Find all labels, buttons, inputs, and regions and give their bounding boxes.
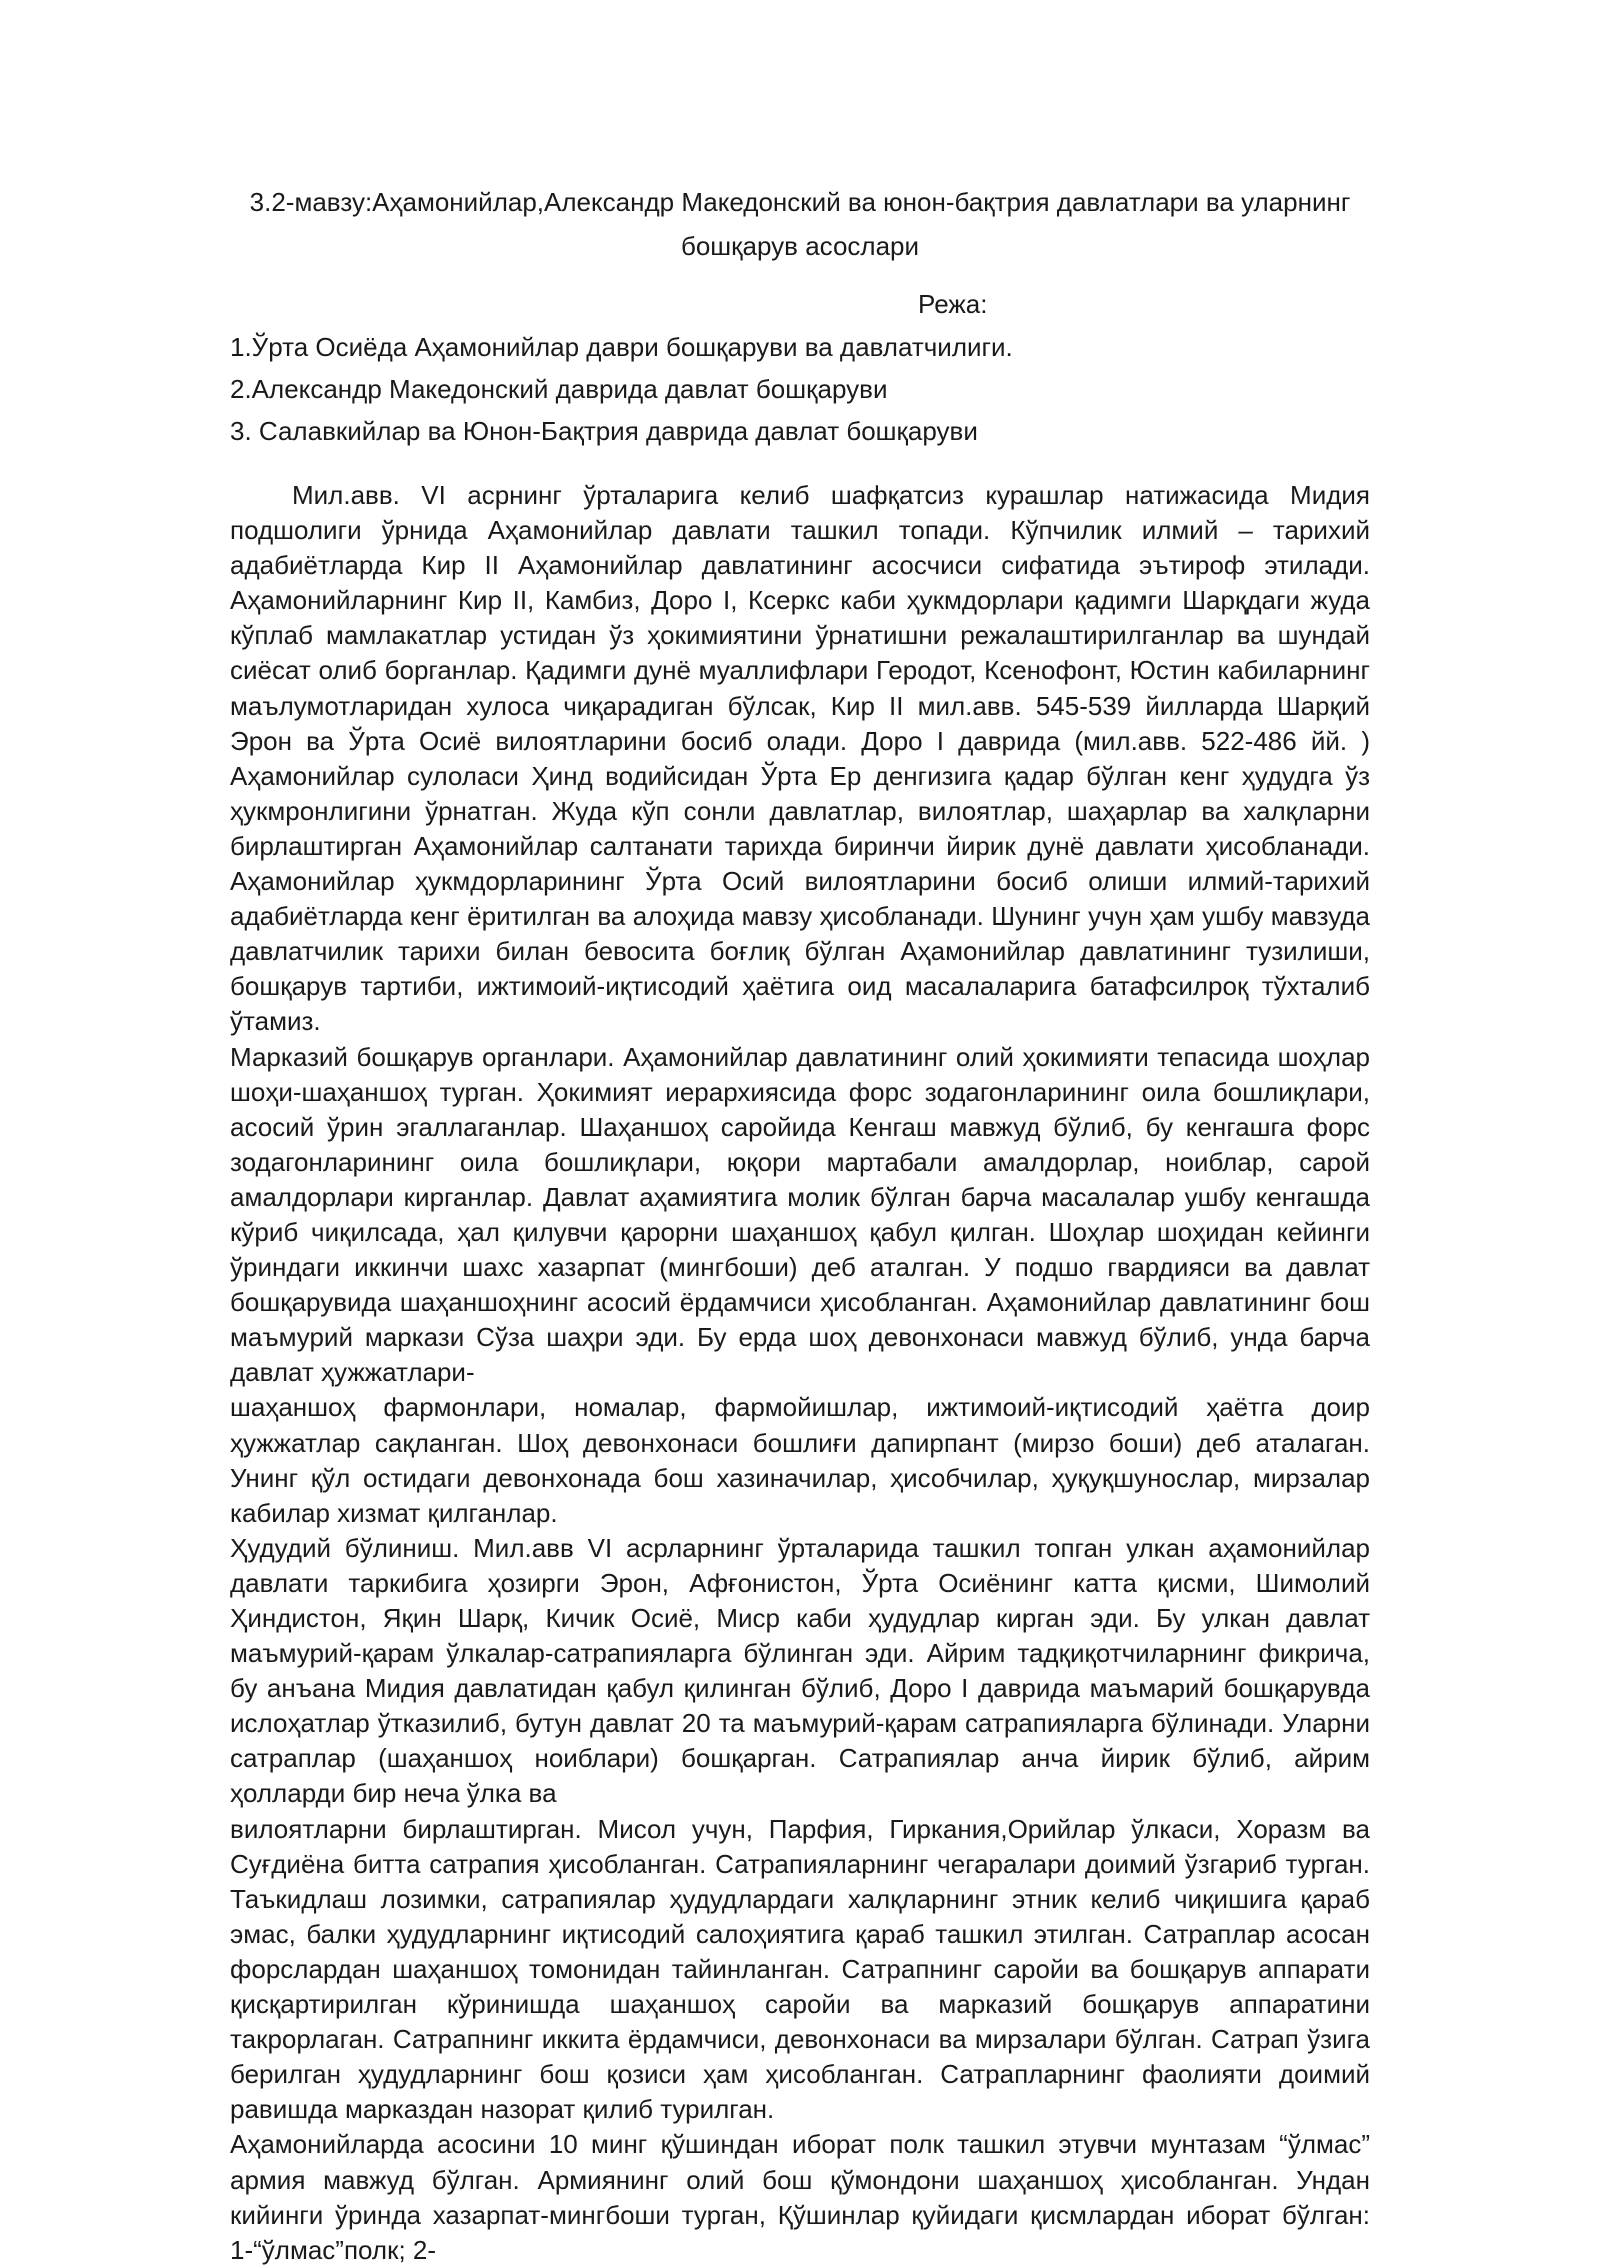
- body-paragraph: шаҳаншоҳ фармонлари, номалар, фармойишлар, ижтимоий-иқтисодий ҳаётга доир ҳужжатлар сақланган. Шоҳ девонхонаси бошлиғи дапирпант (мирзо боши) деб аталаган. Унинг қўл остидаги девонхонада бош хазиначилар, ҳисобчилар, ҳуқуқшунослар, мирзалар кабилар хизмат қилганлар.: [230, 1392, 1370, 1528]
- plan-item: 1.Ўрта Осиёда Аҳамонийлар даври бошқаруви ва давлатчилиги.: [230, 332, 1013, 362]
- body-paragraph: вилоятларни бирлаштирган. Мисол учун, Парфия, Гиркания,Орийлар ўлкаси, Хоразм ва Суғдиёна битта сатрапия ҳисобланган. Сатрапияларнинг чегаралари доимий ўзгариб турган. Таъкидлаш лозимки, сатрапиялар ҳудудлардаги халқларнинг этник келиб чиқишига қараб эмас, балки ҳудудларнинг иқтисодий салоҳиятига қараб ташкил этилган. Сатраплар асосан форслардан шаҳаншоҳ томонидан тайинланган. Сатрапнинг саройи ва бошқарув аппарати қисқартирилган кўринишда шаҳаншоҳ саройи ва марказий бошқарув аппаратини такрорлаган. Сатрапнинг иккита ёрдамчиси, девонхонаси ва мирзалари бўлган. Сатрап ўзига берилган ҳудудларнинг бош қозиси ҳам ҳисобланган. Сатрапларнинг фаолияти доимий равишда марказдан назорат қилиб турилган.: [230, 1813, 1370, 2125]
- plan-heading: Режа:: [918, 289, 988, 319]
- plan-list: [230, 326, 1013, 452]
- body-paragraph: Мил.авв. VI асрнинг ўрталарига келиб шафқатсиз курашлар натижасида Мидия подшолиги ўрнида Аҳамонийлар давлати ташкил топади. Кўпчилик илмий – тарихий адабиётларда Кир II Аҳамонийлар давлатининг асосчиси сифатида эътироф этилади. Аҳамонийларнинг Кир II, Камбиз, Доро I, Ксеркс каби ҳукмдорлари қадимги Шарқдаги жуда кўплаб мамлакатлар устидан ўз ҳокимиятини ўрнатишни режалаштирилганлар ва шундай сиёсат олиб борганлар. Қадимги дунё муаллифлари Геродот, Ксенофонт, Юстин кабиларнинг маълумотларидан хулоса чиқарадиган бўлсак, Кир II мил.авв. 545-539 йилларда Шарқий Эрон ва Ўрта Осиё вилоятларини босиб олади. Доро I даврида (мил.авв. 522-486 йй. ) Аҳамонийлар сулоласи Ҳинд водийсидан Ўрта Ер денгизига қадар бўлган кенг ҳудудга ўз ҳукмронлигини ўрнатган. Жуда кўп сонли давлатлар, вилоятлар, шаҳарлар ва халқларни бирлаштирган Аҳамонийлар салтанати тарихда биринчи йирик дунё давлати ҳисобланади. Аҳамонийлар ҳукмдорларининг Ўрта Осий вилоятларини босиб олиши илмий-тарихий адабиётларда кенг ёритилган ва алоҳида мавзу ҳисобланади. Шунинг учун ҳам ушбу мавзуда давлатчилик тарихи билан бевосита боғлиқ бўлган Аҳамонийлар давлатининг тузилиши, бошқарув тартиби, ижтимоий-иқтисодий ҳаётига оид масалаларига батафсилроқ тўхталиб ўтамиз.: [230, 480, 1370, 1037]
- document-title: 3.2-мавзу:Аҳамонийлар,Александр Македонский ва юнон-бақтрия давлатлари ва уларнинг бошқарув асослари: [249, 187, 1351, 261]
- plan-item: 2.Александр Македонский даврида давлат бошқаруви: [230, 374, 888, 404]
- plan-item: 3. Салавкийлар ва Юнон-Бақтрия даврида давлат бошқаруви: [230, 416, 978, 446]
- body-paragraph: Ҳудудий бўлиниш. Мил.авв VI асрларнинг ўрталарида ташкил топган улкан аҳамонийлар давлати таркибига ҳозирги Эрон, Афғонистон, Ўрта Осиёнинг катта қисми, Шимолий Ҳиндистон, Яқин Шарқ, Кичик Осиё, Миср каби ҳудудлар кирган эди. Бу улкан давлат маъмурий-қарам ўлкалар-сатрапияларга бўлинган эди. Айрим тадқиқотчиларнинг фикрича, бу анъана Мидия давлатидан қабул қилинган бўлиб, Доро I даврида маъмарий бошқарувда ислоҳатлар ўтказилиб, бутун давлат 20 та маъмурий-қарам сатрапияларга бўлинади. Уларни сатраплар (шаҳаншоҳ ноиблари) бошқарган. Сатрапиялар анча йирик бўлиб, айрим ҳолларди бир неча ўлка ва: [230, 1532, 1370, 1809]
- body-paragraph: Марказий бошқарув органлари. Аҳамонийлар давлатининг олий ҳокимияти тепасида шоҳлар шоҳи-шаҳаншоҳ турган. Ҳокимият иерархиясида форс зодагонларининг оила бошлиқлари, асосий ўрин эгаллаганлар. Шаҳаншоҳ саройида Кенгаш мавжуд бўлиб, бу кенгашга форс зодагонларининг оила бошлиқлари, юқори мартабали амалдорлар, ноиблар, сарой амалдорлари кирганлар. Давлат аҳамиятига молик бўлган барча масалалар ушбу кенгашда кўриб чиқилсада, ҳал қилувчи қарорни шаҳаншоҳ қабул қилган. Шоҳлар шоҳидан кейинги ўриндаги иккинчи шахс хазарпат (мингбоши) деб аталган. У подшо гвардияси ва давлат бошқарувида шаҳаншоҳнинг асосий ёрдамчиси ҳисобланган. Аҳамонийлар давлатининг бош маъмурий маркази Сўза шаҳри эди. Бу ерда шоҳ девонхонаси мавжуд бўлиб, унда барча давлат ҳужжатлари-: [230, 1041, 1370, 1388]
- body-paragraph: Аҳамонийларда асосини 10 минг қўшиндан иборат полк ташкил этувчи мунтазам “ўлмас” армия мавжуд бўлган. Армиянинг олий бош қўмондони шаҳаншоҳ ҳисобланган. Ундан кийинги ўринда хазарпат-мингбоши турган, Қўшинлар қуйидаги қисмлардан иборат бўлган: 1-“ўлмас”полк; 2-: [230, 2129, 1370, 2265]
- document-body: [230, 478, 1370, 2268]
